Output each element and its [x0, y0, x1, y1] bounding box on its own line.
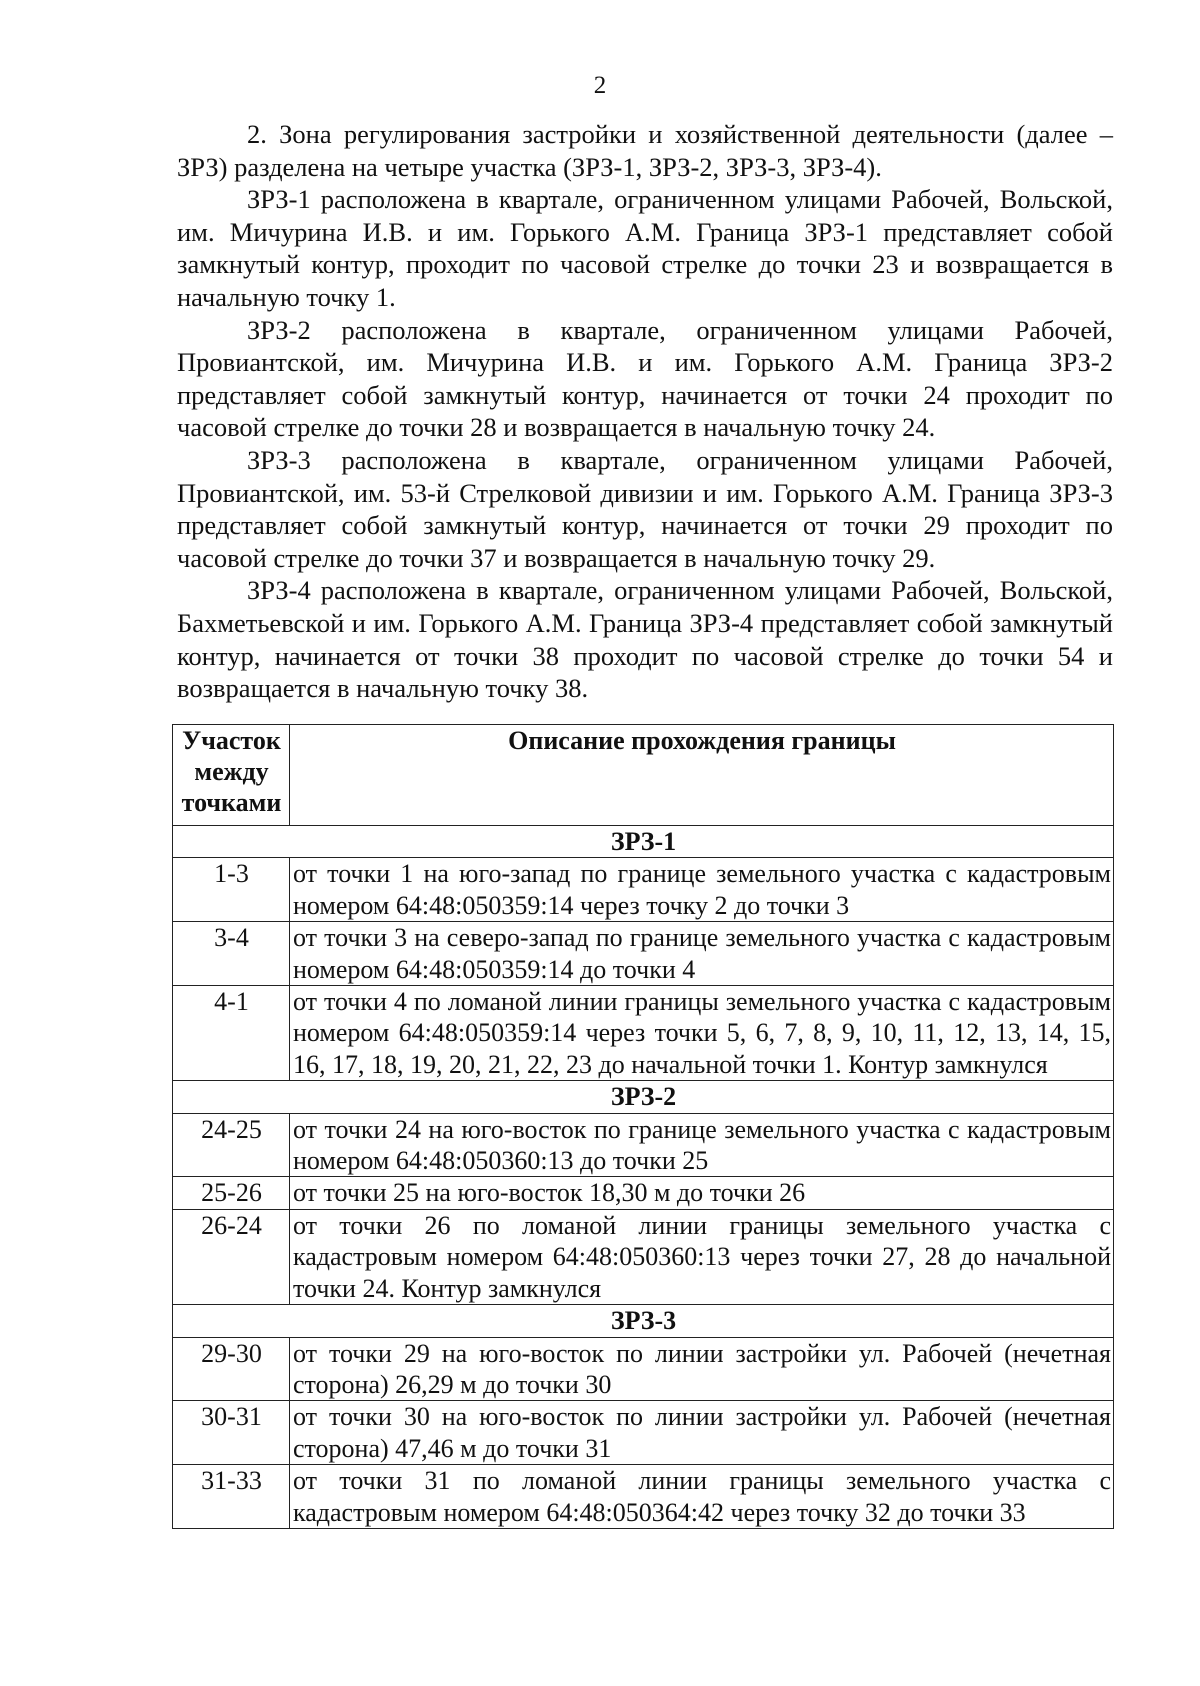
- paragraph: ЗРЗ-2 расположена в квартале, ограниченном улицами Рабочей, Провиантской, им. Мичурина И.В. и им. Горького А.М. Граница ЗРЗ-2 представляет собой замкнутый контур, начинается от точки 24 проходит по часовой стрелке до точки 28 и возвращается в начальную точку 24.: [177, 314, 1113, 443]
- table-row: [173, 1113, 1114, 1177]
- table-row: [173, 858, 1114, 922]
- section-title: ЗРЗ-2: [173, 1081, 1114, 1113]
- table-row: [173, 1177, 1114, 1209]
- paragraph: 2. Зона регулирования застройки и хозяйственной деятельности (далее – ЗРЗ) разделена на четыре участка (ЗРЗ-1, ЗРЗ-2, ЗРЗ-3, ЗРЗ-4).: [177, 119, 1113, 182]
- segment-cell: 1-3: [173, 858, 290, 922]
- section-row: [173, 1305, 1114, 1337]
- boundary-table: [172, 724, 1114, 1529]
- description-cell: от точки 29 на юго-восток по линии застройки ул. Рабочей (нечетная сторона) 26,29 м до точки 30: [290, 1337, 1114, 1401]
- segment-cell: 26-24: [173, 1209, 290, 1304]
- description-cell: от точки 26 по ломаной линии границы земельного участка с кадастровым номером 64:48:050360:13 через точки 27, 28 до начальной точки 24. Контур замкнулся: [290, 1209, 1114, 1304]
- paragraph: ЗРЗ-4 расположена в квартале, ограниченном улицами Рабочей, Вольской, Бахметьевской и им. Горького А.М. Граница ЗРЗ-4 представляет собой замкнутый контур, начинается от точки 38 проходит по часовой стрелке до точки 54 и возвращается в начальную точку 38.: [177, 575, 1113, 704]
- description-cell: от точки 30 на юго-восток по линии застройки ул. Рабочей (нечетная сторона) 47,46 м до точки 31: [290, 1401, 1114, 1465]
- segment-cell: 29-30: [173, 1337, 290, 1401]
- section-row: [173, 1081, 1114, 1113]
- description-cell: от точки 24 на юго-восток по границе земельного участка с кадастровым номером 64:48:050360:13 до точки 25: [290, 1113, 1114, 1177]
- paragraph: ЗРЗ-1 расположена в квартале, ограниченном улицами Рабочей, Вольской, им. Мичурина И.В. и им. Горького А.М. Граница ЗРЗ-1 представляет собой замкнутый контур, проходит по часовой стрелке до точки 23 и возвращается в начальную точку 1.: [177, 184, 1113, 312]
- header-segment: Участок между точками: [173, 725, 290, 826]
- segment-cell: 24-25: [173, 1113, 290, 1177]
- description-cell: от точки 3 на северо-запад по границе земельного участка с кадастровым номером 64:48:050359:14 до точки 4: [290, 922, 1114, 986]
- page-number: 2: [593, 72, 607, 99]
- segment-cell: 4-1: [173, 986, 290, 1081]
- description-cell: от точки 25 на юго-восток 18,30 м до точки 26: [290, 1177, 1114, 1209]
- segment-cell: 25-26: [173, 1177, 290, 1209]
- table-row: [173, 986, 1114, 1081]
- header-description: Описание прохождения границы: [290, 725, 1114, 826]
- section-title: ЗРЗ-1: [173, 826, 1114, 858]
- description-cell: от точки 1 на юго-запад по границе земельного участка с кадастровым номером 64:48:050359:14 через точку 2 до точки 3: [290, 858, 1114, 922]
- paragraph: ЗРЗ-3 расположена в квартале, ограниченном улицами Рабочей, Провиантской, им. 53-й Стрелковой дивизии и им. Горького А.М. Граница ЗРЗ-3 представляет собой замкнутый контур, начинается от точки 29 проходит по часовой стрелке до точки 37 и возвращается в начальную точку 29.: [177, 444, 1113, 573]
- table-row: [173, 1401, 1114, 1465]
- table-header-row: [173, 725, 1114, 826]
- section-row: [173, 826, 1114, 858]
- section-title: ЗРЗ-3: [173, 1305, 1114, 1337]
- description-cell: от точки 4 по ломаной линии границы земельного участка с кадастровым номером 64:48:050359:14 через точки 5, 6, 7, 8, 9, 10, 11, 12, 13, 14, 15, 16, 17, 18, 19, 20, 21, 22, 23 до начальной точки 1. Контур замкнулся: [290, 986, 1114, 1081]
- table-row: [173, 1209, 1114, 1304]
- body-text: [177, 118, 1113, 705]
- table-row: [173, 1337, 1114, 1401]
- table-row: [173, 1465, 1114, 1529]
- table-row: [173, 922, 1114, 986]
- segment-cell: 31-33: [173, 1465, 290, 1529]
- segment-cell: 3-4: [173, 922, 290, 986]
- description-cell: от точки 31 по ломаной линии границы земельного участка с кадастровым номером 64:48:050364:42 через точку 32 до точки 33: [290, 1465, 1114, 1529]
- segment-cell: 30-31: [173, 1401, 290, 1465]
